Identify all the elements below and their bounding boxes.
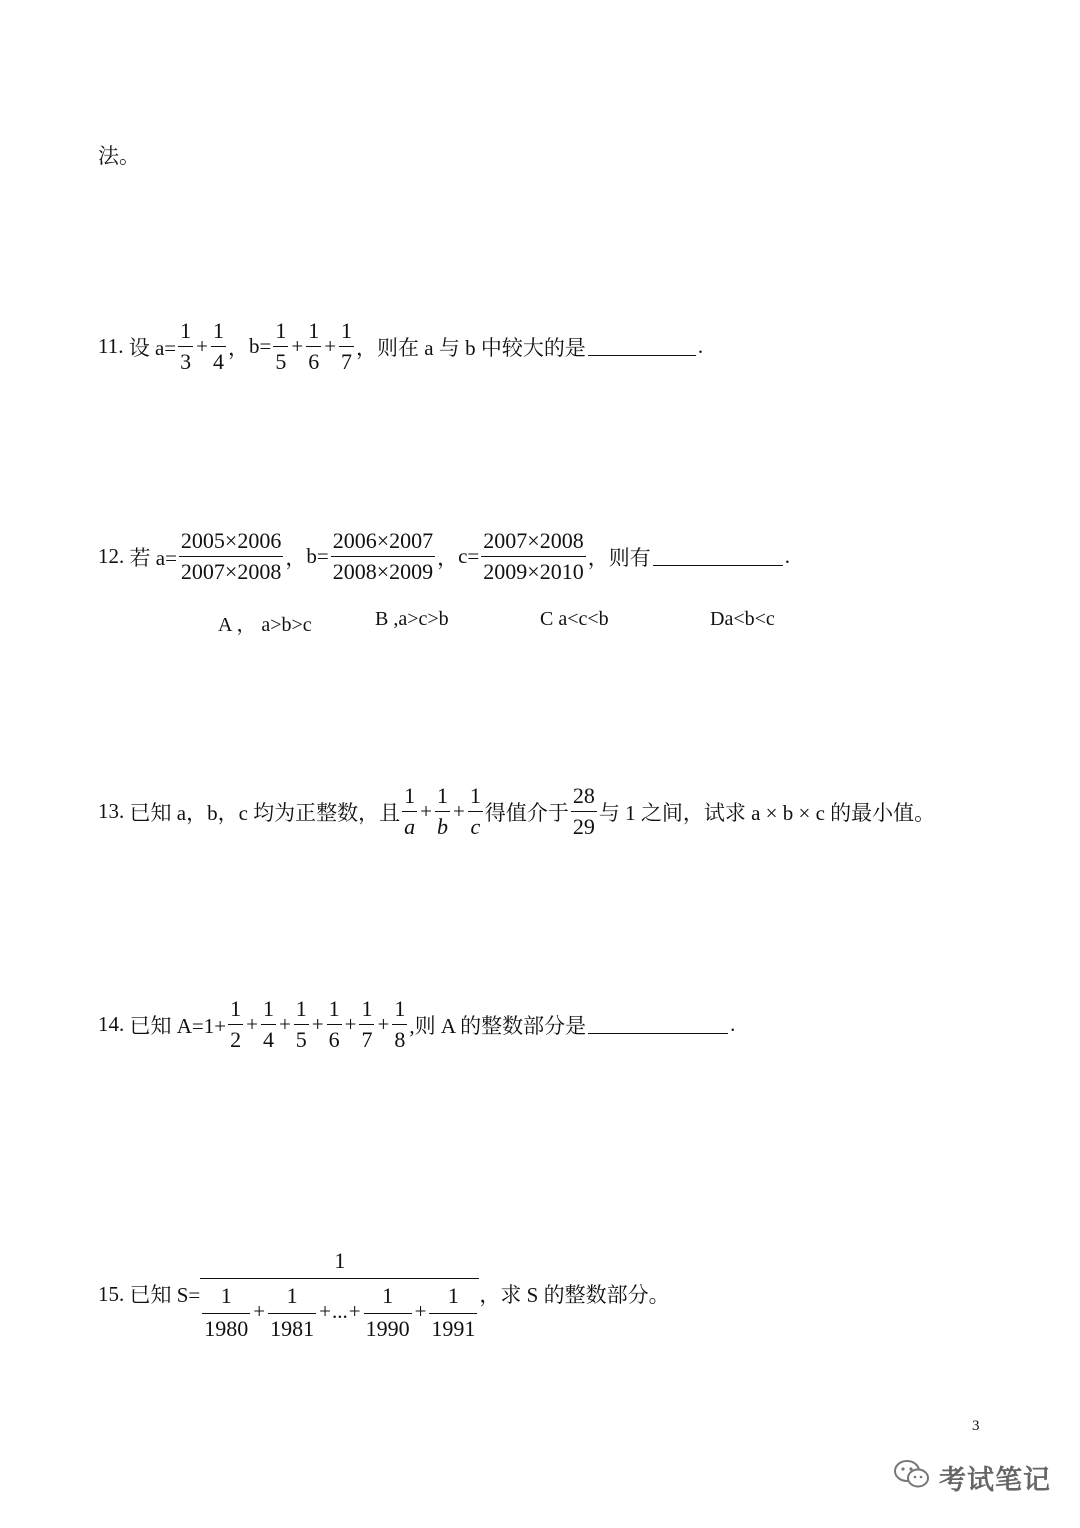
watermark-text: 考试笔记 <box>939 1465 1051 1496</box>
question-13: 13. 已知 a，b，c 均为正整数，且 $\frac{1}{a}$ + $\frac{1}{b}$ + $\frac{1}{c}$ 得值介于 $\frac{28}{29}$ 与 1 之间，试求 a × b × c 的最小值。 <box>98 781 935 842</box>
question-number: 11. <box>98 334 124 358</box>
option-b[interactable]: B ,a>c>b <box>375 608 449 630</box>
answer-blank[interactable] <box>588 337 696 356</box>
question-15 <box>98 1244 670 1344</box>
fraction: $\frac{1}{b}$ <box>436 783 448 839</box>
fraction: $\frac{1}{4}$ <box>262 996 274 1052</box>
b-label: b= <box>306 544 329 568</box>
fraction: $\frac{2007\times 2008}{2009\times 2010}$ <box>483 528 584 584</box>
option-a[interactable]: A ， a>b>c <box>218 614 312 636</box>
fraction: $\frac{1}{7}$ <box>361 996 373 1052</box>
option-d[interactable]: Da<b<c <box>710 608 775 630</box>
fraction: $\frac{1}{5}$ <box>275 318 287 374</box>
separator: ， <box>228 335 249 360</box>
question-number: 12. <box>98 544 125 568</box>
b-label: b= <box>249 334 272 358</box>
c-label: c= <box>458 544 480 568</box>
watermark <box>893 1458 1051 1497</box>
fraction: $\frac{1}{5}$ <box>295 996 307 1052</box>
question-number: 13. <box>98 799 125 823</box>
question-mid: 得值介于 <box>484 800 569 825</box>
question-tail: ，则在 a 与 b 中较大的是 <box>356 335 586 360</box>
fraction: $\frac{2006\times 2007}{2008\times 2009}$ <box>332 528 434 584</box>
answer-blank[interactable] <box>653 547 783 566</box>
fraction: $\frac{1}{8}$ <box>394 996 406 1052</box>
nested-fraction: 1 $\frac{1}{1980}$ + $\frac{1}{1981}$ + ... + $\frac{1}{1990}$ + $\frac{1}{1991}$ <box>200 1244 479 1344</box>
answer-blank[interactable] <box>588 1015 728 1034</box>
wechat-icon <box>893 1459 931 1496</box>
fraction: $\frac{1}{c}$ <box>469 783 481 839</box>
page-number: 3 <box>972 1418 980 1434</box>
option-c[interactable]: C a<c<b <box>540 608 609 630</box>
question-tail: ,则 A 的整数部分是 <box>409 1013 587 1038</box>
question-intro: 已知 A=1+ <box>129 1013 227 1038</box>
period: . <box>697 334 704 358</box>
question-14: 14. 已知 A=1+ $\frac{1}{2}$ + $\frac{1}{4}$ + $\frac{1}{5}$ + $\frac{1}{6}$ + $\frac{1}{7}$ + $\frac{1}{8}$ ,则 A 的整数部分是 . <box>98 994 735 1055</box>
fraction: $\frac{1}{6}$ <box>328 996 340 1052</box>
fraction: $\frac{1}{3}$ <box>180 318 192 374</box>
carryover-text: 法。 <box>98 144 140 168</box>
question-number: 15. <box>98 1281 125 1306</box>
period: . <box>730 1012 736 1036</box>
question-number: 14. <box>98 1012 125 1036</box>
question-intro: 已知 a，b，c 均为正整数，且 <box>129 800 401 825</box>
question-intro: 若 a= <box>129 545 177 570</box>
question-intro: 已知 S= <box>129 1283 201 1307</box>
question-intro: 设 a= <box>128 335 177 360</box>
fraction: $\frac{28}{29}$ <box>572 783 595 839</box>
question-11: 11. 设 a= $\frac{1}{3}$ + $\frac{1}{4}$ ， b= $\frac{1}{5}$ + $\frac{1}{6}$ + $\frac{1}{7}$ ，则在 a 与 b 中较大的是 . <box>98 316 703 377</box>
fraction: $\frac{1}{7}$ <box>341 318 353 374</box>
question-tail: 则有 <box>608 545 651 570</box>
question-tail: ，求 S 的整数部分。 <box>479 1283 670 1307</box>
fraction: $\frac{1}{6}$ <box>308 318 320 374</box>
fraction: $\frac{2005\times 2006}{2007\times 2008}$ <box>180 528 282 584</box>
fraction: $\frac{1}{4}$ <box>213 318 224 374</box>
question-12: 12. 若 a= $\frac{2005\times 2006}{2007\times 2008}$ ， b= $\frac{2006\times 2007}{2008\times 2009}$ ， c= $\frac{2007\times 2008}{2009\times 2010}$ ， 则有 . <box>98 526 790 587</box>
question-tail: 与 1 之间，试求 a × b × c 的最小值。 <box>598 800 936 825</box>
period: . <box>784 544 790 568</box>
fraction: $\frac{1}{a}$ <box>404 783 416 839</box>
fraction: $\frac{1}{2}$ <box>230 996 242 1052</box>
